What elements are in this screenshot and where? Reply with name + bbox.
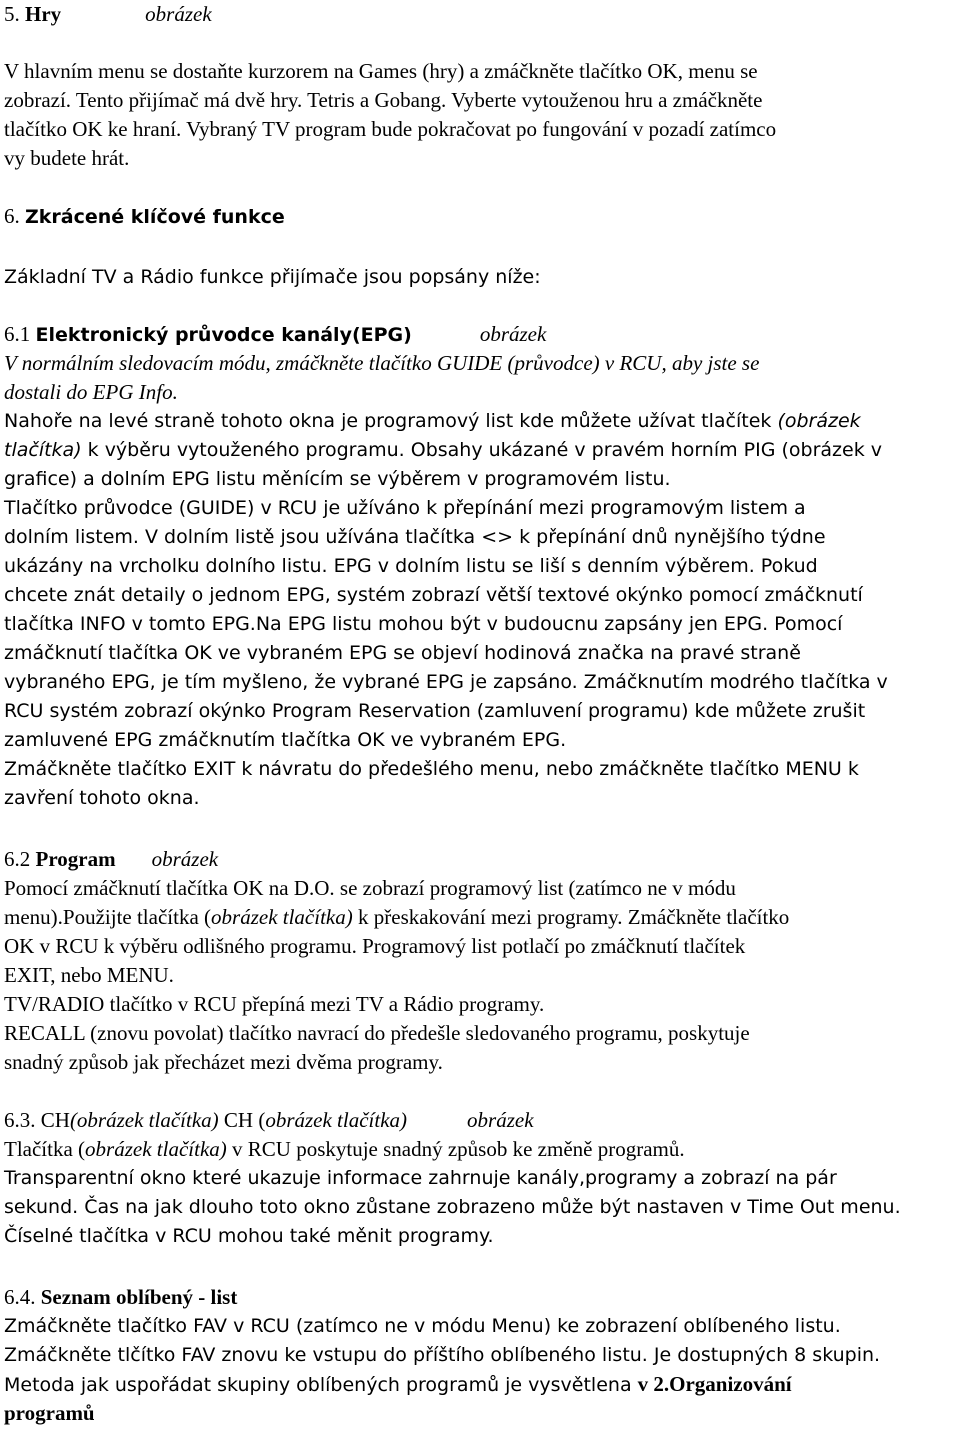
section-number: 6. xyxy=(4,204,25,228)
section-title: Hry xyxy=(25,2,62,26)
text-run: k přeskakování mezi programy. Zmáčkněte tlačítko xyxy=(352,905,790,929)
paragraph-line: RECALL (znovu povolat) tlačítko navrací do předešle sledovaného programu, poskytuje xyxy=(4,1021,750,1045)
text-run: CH ( xyxy=(218,1108,266,1132)
text-run: Metoda jak uspořádat skupiny oblíbených programů je vysvětlena xyxy=(4,1374,638,1396)
paragraph-line: Transparentní okno které ukazuje informace zahrnuje kanály,programy a zobrazí na pár xyxy=(4,1167,837,1189)
text-run: obrázek tlačítka) xyxy=(211,905,353,929)
paragraph-line xyxy=(4,903,789,931)
section-6-3-heading xyxy=(4,1106,534,1134)
text-run: v RCU poskytuje snadný způsob ke změně programů. xyxy=(226,1137,685,1161)
paragraph-line: EXIT, nebo MENU. xyxy=(4,963,174,987)
section-6-1-heading xyxy=(4,320,546,348)
paragraph-line: snadný způsob jak přecházet mezi dvěma programy. xyxy=(4,1050,443,1074)
paragraph-line: zamluvené EPG zmáčknutím tlačítka OK ve vybraném EPG. xyxy=(4,729,567,751)
section-number: 6.1 xyxy=(4,322,36,346)
section-6-2-heading xyxy=(4,845,218,873)
paragraph-line: programů xyxy=(4,1401,95,1425)
paragraph-line: Zmáčkněte tlačítko EXIT k návratu do předešlého menu, nebo zmáčkněte tlačítko MENU k xyxy=(4,758,859,780)
paragraph-line: RCU systém zobrazí okýnko Program Reservation (zamluvení programu) kde můžete zrušit xyxy=(4,700,866,722)
section-6-heading xyxy=(4,202,285,230)
paragraph-line: OK v RCU k výběru odlišného programu. Programový list potlačí po zmáčknutí tlačítek xyxy=(4,934,746,958)
image-placeholder: obrázek xyxy=(467,1108,534,1132)
text-run: Nahoře na levé straně tohoto okna je programový list kde můžete užívat tlačítek xyxy=(4,410,778,432)
paragraph-line: Číselné tlačítka v RCU mohou také měnit programy. xyxy=(4,1225,494,1247)
paragraph-line: V normálním sledovacím módu, zmáčkněte tlačítko GUIDE (průvodce) v RCU, aby jste se xyxy=(4,351,760,375)
image-placeholder: obrázek xyxy=(145,2,212,26)
paragraph-line: Tlačítko průvodce (GUIDE) v RCU je užíváno k přepínání mezi programovým listem a xyxy=(4,497,806,519)
section-number: 6.4. xyxy=(4,1285,41,1309)
image-placeholder: obrázek xyxy=(151,847,219,871)
section-number: 6.2 xyxy=(4,847,36,871)
section-intro: Základní TV a Rádio funkce přijímače jsou popsány níže: xyxy=(4,266,541,288)
section-title: Zkrácené klíčové funkce xyxy=(25,206,285,228)
paragraph-line: vybraného EPG, je tím myšleno, že vybrané EPG je zapsáno. Zmáčknutím modrého tlačítka v xyxy=(4,671,888,693)
paragraph-line: sekund. Čas na jak dlouho toto okno zůstane zobrazeno může být nastaven v Time Out menu. xyxy=(4,1196,901,1218)
text-run: tlačítka) xyxy=(4,439,82,461)
paragraph-line: vy budete hrát. xyxy=(4,146,130,170)
paragraph-line: Zmáčkněte tlčítko FAV znovu ke vstupu do příštího oblíbeného listu. Je dostupných 8 skupin. xyxy=(4,1344,881,1366)
text-run: (obrázek tlačítka) xyxy=(69,1108,219,1132)
section-6-4-heading xyxy=(4,1283,237,1311)
text-run: menu).Použijte tlačítka ( xyxy=(4,905,212,929)
paragraph-line: zobrazí. Tento přijímač má dvě hry. Tetris a Gobang. Vyberte vytouženou hru a zmáčkněte xyxy=(4,88,763,112)
paragraph-line: V hlavním menu se dostaňte kurzorem na Games (hry) a zmáčkněte tlačítko OK, menu se xyxy=(4,59,758,83)
text-run: v 2.Organizování xyxy=(637,1372,792,1396)
text-run: Tlačítka ( xyxy=(4,1137,86,1161)
paragraph-line: tlačítko OK ke hraní. Vybraný TV program bude pokračovat po fungování v pozadí zatímco xyxy=(4,117,777,141)
paragraph-line: dostali do EPG Info. xyxy=(4,380,178,404)
paragraph-line: chcete znát detaily o jednom EPG, systém zobrazí větší textové okýnko pomocí zmáčknutí xyxy=(4,584,863,606)
paragraph-line: zmáčknutí tlačítka OK ve vybraném EPG se objeví hodinová značka na pravé straně xyxy=(4,642,801,664)
paragraph-line xyxy=(4,407,861,435)
paragraph-line: dolním listem. V dolním listě jsou užívána tlačítka <> k přepínání dnů nynějšího týdne xyxy=(4,526,826,548)
section-title: Seznam oblíbený - list xyxy=(40,1285,238,1309)
paragraph-line xyxy=(4,436,882,464)
section-5-heading xyxy=(4,0,212,28)
text-run: k výběru vytouženého programu. Obsahy ukázané v pravém horním PIG (obrázek v xyxy=(81,439,882,461)
image-placeholder: obrázek xyxy=(479,322,547,346)
section-title: Program xyxy=(35,847,116,871)
section-number: 5. xyxy=(4,2,25,26)
paragraph-line: TV/RADIO tlačítko v RCU přepíná mezi TV a Rádio programy. xyxy=(4,992,545,1016)
paragraph-line: ukázány na vrcholku dolního listu. EPG v dolním listu se liší s denním výběrem. Pokud xyxy=(4,555,818,577)
paragraph-line: Pomocí zmáčknutí tlačítka OK na D.O. se zobrazí programový list (zatímco ne v módu xyxy=(4,876,736,900)
paragraph-line xyxy=(4,1370,792,1398)
section-number: 6.3. CH xyxy=(4,1108,70,1132)
text-run: (obrázek xyxy=(777,410,861,432)
paragraph-line: grafice) a dolním EPG listu měnícím se výběrem v programovém listu. xyxy=(4,468,671,490)
paragraph-line: zavření tohoto okna. xyxy=(4,787,200,809)
text-run: obrázek tlačítka) xyxy=(85,1137,227,1161)
text-run: obrázek tlačítka) xyxy=(265,1108,408,1132)
paragraph-line: tlačítka INFO v tomto EPG.Na EPG listu mohou být v budoucnu zapsány jen EPG. Pomocí xyxy=(4,613,843,635)
paragraph-line: Zmáčkněte tlačítko FAV v RCU (zatímco ne v módu Menu) ke zobrazení oblíbeného listu. xyxy=(4,1315,841,1337)
paragraph-line xyxy=(4,1135,685,1163)
section-title: Elektronický průvodce kanály(EPG) xyxy=(35,324,412,346)
